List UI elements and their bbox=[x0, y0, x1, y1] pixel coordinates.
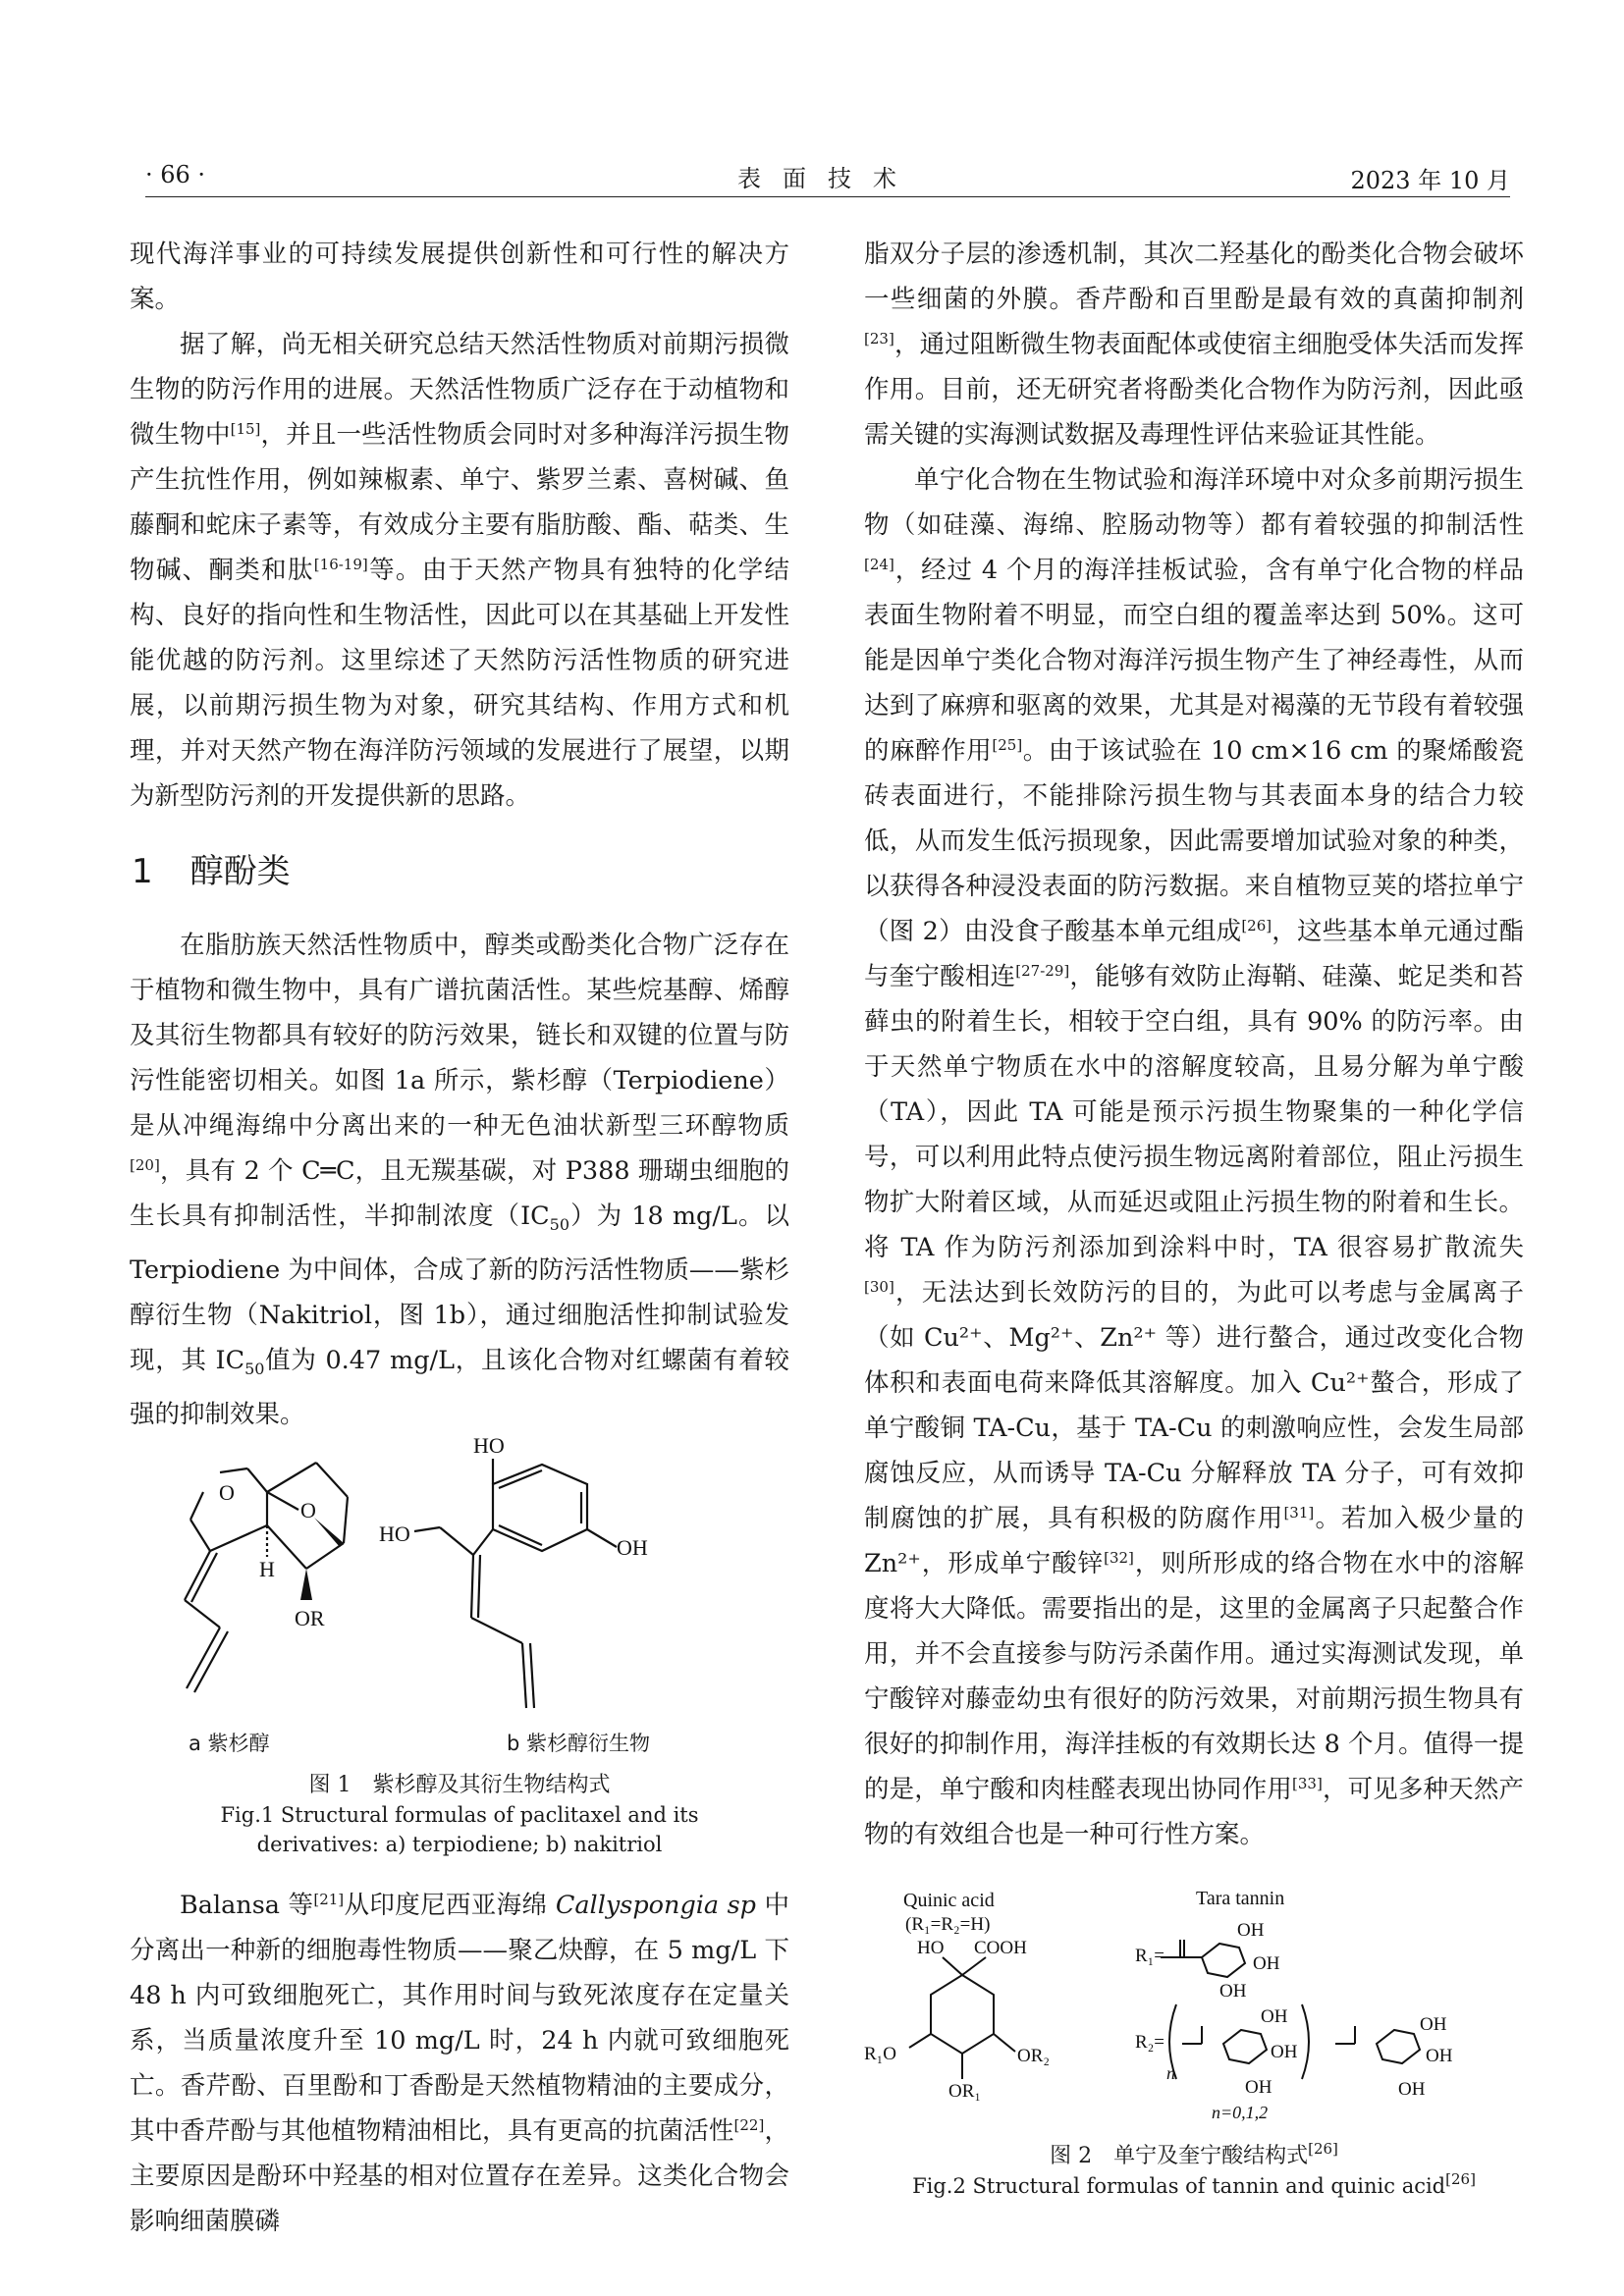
quinic-acid-ring bbox=[909, 1957, 1015, 2079]
journal-name: 表面技术 bbox=[737, 165, 918, 192]
svg-text:OH: OH bbox=[1219, 1981, 1247, 2002]
citation: [30] bbox=[864, 1278, 894, 1296]
figure-1-structures bbox=[130, 1433, 789, 1757]
svg-text:OH: OH bbox=[1237, 1920, 1265, 1941]
figure-2-caption-en: Fig.2 Structural formulas of tannin and quinic acid[26] bbox=[912, 2170, 1476, 2198]
galloyl-group bbox=[1161, 1940, 1245, 1977]
svg-text:OR₁: OR₁ bbox=[948, 2081, 982, 2102]
substituent-OH: OH bbox=[617, 1535, 648, 1561]
paragraph: Balansa 等[21]从印度尼西亚海绵 Callyspongia sp 中分离出一种新的细胞毒性物质——聚乙炔醇，在 5 mg/L 下 48 h 内可致细胞死亡，其作用时间与致死浓度存在定量关系，当质量浓度升至 10 mg/L 时，24 h 内就可致细胞死亡。香芹酚、百里酚和丁香酚是天然植物精油的主要成分，其中香芹酚与其他植物精油相比，具有更高的抗菌活性[22]，主要原因是酚环中羟基的相对位置存在差异。这类化合物会影响细菌膜磷 bbox=[130, 1891, 789, 2237]
citation: [22] bbox=[733, 2116, 765, 2135]
atom-H: H bbox=[259, 1557, 275, 1582]
header-rule bbox=[145, 196, 1510, 197]
quinic-acid-condition: (R₁=R₂=H) bbox=[905, 1914, 991, 1935]
substituent-HO: HO bbox=[473, 1433, 505, 1459]
figure-2 bbox=[864, 1887, 1524, 2142]
citation: [15] bbox=[230, 420, 261, 438]
svg-text:HO: HO bbox=[917, 1938, 945, 1958]
figure-1 bbox=[130, 1433, 789, 1757]
section-heading: 1 醇酚类 bbox=[132, 852, 291, 891]
paragraph: 据了解，尚无相关研究总结天然活性物质对前期污损微生物的防污作用的进展。天然活性物质广泛存在于动植物和微生物中[15]，并且一些活性物质会同时对多种海洋污损生物产生抗性作用，例如辣椒素、单宁、紫罗兰素、喜树碱、鱼藤酮和蛇床子素等，有效成分主要有脂肪酸、酯、萜类、生物碱、酮类和肽[16-19]等。由于天然产物具有独特的化学结构、良好的指向性和生物活性，因此可以在其基础上开发性能优越的防污剂。这里综述了天然防污活性物质的研究进展，以前期污损生物为对象，研究其结构、作用方式和机理，并对天然产物在海洋防污领域的发展进行了展望，以期为新型防污剂的开发提供新的思路。 bbox=[130, 330, 789, 811]
citation: [21] bbox=[313, 1891, 345, 1909]
svg-text:n: n bbox=[1166, 2063, 1175, 2083]
figure-1-caption-en: derivatives: a) terpiodiene; b) nakitriol bbox=[256, 1833, 663, 1857]
substituent-OR: OR bbox=[295, 1606, 325, 1631]
svg-text:R₁=: R₁= bbox=[1135, 1946, 1165, 1966]
svg-text:R₁O: R₁O bbox=[864, 2044, 897, 2064]
quinic-acid-title: Quinic acid bbox=[903, 1890, 995, 1911]
citation: [23] bbox=[864, 330, 894, 347]
svg-text:OR₂: OR₂ bbox=[1017, 2046, 1051, 2066]
citation: [20] bbox=[130, 1156, 160, 1174]
svg-text:n=0,1,2: n=0,1,2 bbox=[1212, 2103, 1269, 2122]
figure-2-caption-cn: 图 2 单宁及奎宁酸结构式[26] bbox=[1050, 2140, 1338, 2168]
atom-O: O bbox=[219, 1480, 235, 1506]
tara-tannin-title: Tara tannin bbox=[1196, 1888, 1285, 1909]
species-name: Callyspongia sp bbox=[555, 1891, 756, 1921]
svg-text:OH: OH bbox=[1426, 2046, 1453, 2066]
svg-text:R₂=: R₂= bbox=[1135, 2032, 1165, 2053]
paragraph: 单宁化合物在生物试验和海洋环境中对众多前期污损生物（如硅藻、海绵、腔肠动物等）都有着较强的抑制活性[24]，经过 4 个月的海洋挂板试验，含有单宁化合物的样品表面生物附着不明显，而空白组的覆盖率达到 50%。这可能是因单宁类化合物对海洋污损生物产生了神经毒性，从而达到了麻痹和驱离的效果，尤其是对褐藻的无节段有着较强的麻醉作用[25]。由于该试验在 10 cm×16 cm 的聚烯酸瓷砖表面进行，不能排除污损生物与其表面本身的结合力较低，从而发生低污损现象，因此需要增加试验对象的种类，以获得各种浸没表面的防污数据。来自植物豆荚的塔拉单宁（图 2）由没食子酸基本单元组成[26]，这些基本单元通过酯与奎宁酸相连[27-29]，能够有效防止海鞘、硅藻、蛇足类和苔藓虫的附着生长，相较于空白组，具有 90% 的防污率。由于天然单宁物质在水中的溶解度较高，且易分解为单宁酸（TA），因此 TA 可能是预示污损生物聚集的一种化学信号，可以利用此特点使污损生物远离附着部位，阻止污损生物扩大附着区域，从而延迟或阻止污损生物的附着和生长。将 TA 作为防污剂添加到涂料中时，TA 很容易扩散流失[30]，无法达到长效防污的目的，为此可以考虑与金属离子（如 Cu²⁺、Mg²⁺、Zn²⁺ 等）进行螯合，通过改变化合物体积和表面电荷来降低其溶解度。加入 Cu²⁺螯合，形成了单宁酸铜 TA-Cu，基于 TA-Cu 的刺激响应性，会发生局部腐蚀反应，从而诱导 TA-Cu 分解释放 TA 分子，可有效抑制腐蚀的扩展，具有积极的防腐作用[31]。若加入极少量的 Zn²⁺，形成单宁酸锌[32]，则所形成的络合物在水中的溶解度将大大降低。需要指出的是，这里的金属离子只起螯合作用，并不会直接参与防污杀菌作用。通过实海测试发现，单宁酸锌对藤壶幼虫有很好的防污效果，对前期污损生物具有很好的抑制作用，海洋挂板的有效期长达 8 个月。值得一提的是，单宁酸和肉桂醛表现出协同作用[33]，可见多种天然产物的有效组合也是一种可行性方案。 bbox=[864, 465, 1524, 1849]
citation: [31] bbox=[1283, 1504, 1315, 1522]
svg-text:COOH: COOH bbox=[974, 1938, 1027, 1958]
issue-date: 2023 年 10 月 bbox=[1350, 167, 1510, 194]
page-header bbox=[145, 155, 1510, 194]
figure-1-caption-en: Fig.1 Structural formulas of paclitaxel and its bbox=[220, 1803, 699, 1828]
figure-1-label-a: a 紫杉醇 bbox=[189, 1732, 270, 1756]
right-column bbox=[864, 232, 1524, 2201]
substituent-HO: HO bbox=[379, 1522, 410, 1547]
left-column bbox=[130, 232, 789, 2244]
figure-1-caption-cn: 图 1 紫杉醇及其衍生物结构式 bbox=[308, 1773, 611, 1798]
citation: [26] bbox=[1241, 917, 1272, 934]
figure-1-label-b: b 紫杉醇衍生物 bbox=[507, 1732, 651, 1756]
svg-text:OH: OH bbox=[1271, 2042, 1298, 2062]
paragraph: 脂双分子层的渗透机制，其次二羟基化的酚类化合物会破坏一些细菌的外膜。香芹酚和百里酚是最有效的真菌抑制剂[23]，通过阻断微生物表面配体或使宿主细胞受体失活而发挥作用。目前，还无研究者将酚类化合物作为防污剂，因此亟需关键的实海测试数据及毒理性评估来验证其性能。 bbox=[864, 240, 1524, 450]
paragraph: 现代海洋事业的可持续发展提供创新性和可行性的解决方案。 bbox=[130, 240, 789, 314]
page-number: · 66 · bbox=[145, 161, 206, 188]
atom-O: O bbox=[300, 1498, 316, 1523]
paragraph: 在脂肪族天然活性物质中，醇类或酚类化合物广泛存在于植物和微生物中，具有广谱抗菌活性。某些烷基醇、烯醇及其衍生物都具有较好的防污效果，链长和双键的位置与防污性能密切相关。如图 1a 所示，紫杉醇（Terpiodiene）是从冲绳海绵中分离出来的一种无色油状新型三环醇物质[20]，具有 2 个 C═C，且无羰基碳，对 P388 珊瑚虫细胞的生长具有抑制活性，半抑制浓度$(IC_{50})$为 18 mg/L。以 Terpiodiene 为中间体，合成了新的防污活性物质——紫杉醇衍生物（Nakitriol，图 1b），通过细胞活性抑制试验发现，其 $IC_{50}$值为 0.47 mg/L，且该化合物对红螺菌有着较强的抑制效果。 bbox=[130, 931, 789, 1430]
svg-text:OH: OH bbox=[1253, 1953, 1280, 1974]
citation: [32] bbox=[1104, 1549, 1134, 1567]
citation: [33] bbox=[1292, 1775, 1323, 1792]
svg-text:OH: OH bbox=[1398, 2079, 1426, 2100]
citation: [25] bbox=[992, 736, 1023, 754]
svg-text:OH: OH bbox=[1420, 2014, 1447, 2035]
svg-text:OH: OH bbox=[1261, 2006, 1288, 2027]
nakitriol-structure bbox=[414, 1459, 617, 1708]
citation: [24] bbox=[864, 556, 894, 573]
citation: [27-29] bbox=[1015, 962, 1070, 980]
svg-text:OH: OH bbox=[1245, 2077, 1272, 2098]
citation: [16-19] bbox=[313, 556, 368, 573]
figure-2-structures bbox=[864, 1887, 1524, 2142]
